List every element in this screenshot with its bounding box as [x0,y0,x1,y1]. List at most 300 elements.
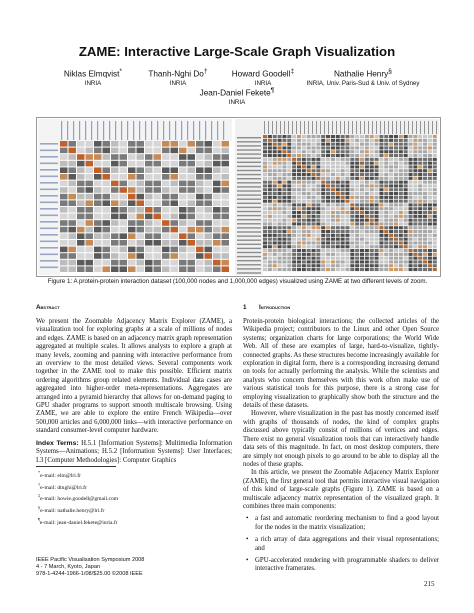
matrix-cell [312,264,316,267]
matrix-cell [326,162,330,165]
matrix-cell [404,173,408,176]
matrix-cell [370,192,374,195]
matrix-cell [370,264,374,267]
matrix-cell [404,139,408,142]
matrix-cell [321,222,325,225]
matrix-cell [213,253,221,259]
matrix-cell [282,146,286,149]
row-label [40,169,58,171]
matrix-cell [287,139,291,142]
matrix-cell [404,264,408,267]
matrix-cell [345,203,349,206]
matrix-cell [404,253,408,256]
matrix-cell [413,162,417,165]
matrix-cell [428,241,432,244]
matrix-cell [409,234,413,237]
matrix-cell [389,150,393,153]
matrix-cell [399,268,403,271]
matrix-cell [128,200,136,206]
matrix-cell [389,211,393,214]
matrix-cell [375,135,379,138]
matrix-cell [394,184,398,187]
intro-paragraph: Protein-protein biological interactions; the collected articles of the Wikipedia project; contributors to the Linux and other Open Source systems; organization charts for large corporations; the World Wide Web. All of these are examples of large, hard-to-visualize, tightly-connected graphs. As these structures become increasingly available for exploration in digital form, there is a corresponding increasing demand on tools for actually performing the analysis. While the scientists and analysts who concern themselves with this work often make use of various statistical tools for this purpose, there is a strong case for employing visualization to graphically show both the structure and the details of these datasets. [243,318,439,410]
matrix-cell [350,207,354,210]
matrix-cell [375,146,379,149]
matrix-cell [222,247,230,253]
matrix-cell [60,207,68,213]
matrix-cell [312,169,316,172]
matrix-cell [394,139,398,142]
matrix-cell [428,135,432,138]
matrix-cell [86,233,94,239]
matrix-cell [213,220,221,226]
matrix-cell [370,257,374,260]
matrix-cell [433,200,437,203]
matrix-cell [263,162,267,165]
matrix-cell [433,173,437,176]
matrix-cell [302,207,306,210]
matrix-cell [326,268,330,271]
matrix-cell [297,177,301,180]
matrix-cell [331,184,335,187]
column-label [292,121,293,134]
matrix-cell [375,226,379,229]
matrix-cell [365,169,369,172]
matrix-cell [375,162,379,165]
matrix-cell [268,230,272,233]
author-5 [187,86,287,107]
matrix-cell [282,162,286,165]
matrix-cell [312,249,316,252]
matrix-cell [360,158,364,161]
matrix-cell [360,181,364,184]
matrix-cell [287,196,291,199]
matrix-cell [365,203,369,206]
matrix-cell [345,200,349,203]
matrix-cell [428,238,432,241]
matrix-cell [282,135,286,138]
matrix-cell [331,181,335,184]
matrix-cell [268,264,272,267]
matrix-cell [413,143,417,146]
matrix-cell [154,187,162,193]
matrix-cell [278,184,282,187]
matrix-cell [389,203,393,206]
matrix-cell [316,268,320,271]
matrix-cell [302,203,306,206]
matrix-cell [399,222,403,225]
matrix-cell [379,158,383,161]
matrix-cell [379,150,383,153]
matrix-cell [336,169,340,172]
matrix-cell [137,174,145,180]
matrix-cell [350,146,354,149]
matrix-cell [128,154,136,160]
matrix-cell [384,203,388,206]
section-number: 1 [243,304,247,311]
matrix-cell [394,165,398,168]
matrix-cell [375,200,379,203]
matrix-cell [145,240,153,246]
matrix-cell [389,169,393,172]
matrix-cell [336,234,340,237]
matrix-cell [103,141,111,147]
matrix-cell [394,188,398,191]
matrix-cell [94,260,102,266]
matrix-cell [263,184,267,187]
matrix-cell [145,187,153,193]
matrix-cell [171,161,179,167]
matrix-cell [188,194,196,200]
matrix-cell [423,211,427,214]
matrix-cell [213,260,221,266]
matrix-cell [86,181,94,187]
matrix-cell [287,135,291,138]
matrix-cell [111,260,119,266]
column-label [312,121,313,134]
matrix-cell [171,220,179,226]
row-label [237,223,261,224]
matrix-cell [171,200,179,206]
matrix-cell [389,188,393,191]
matrix-cell [360,177,364,180]
matrix-cell [196,181,204,187]
matrix-cell [282,241,286,244]
matrix-cell [341,226,345,229]
matrix-cell [433,154,437,157]
matrix-cell [171,167,179,173]
matrix-cell [399,241,403,244]
matrix-cell [404,268,408,271]
matrix-cell [360,234,364,237]
matrix-cell [370,184,374,187]
matrix-cell [413,169,417,172]
matrix-cell [128,181,136,187]
matrix-cell [137,266,145,272]
matrix-cell [389,184,393,187]
matrix-cell [268,260,272,263]
matrix-cell [326,143,330,146]
matrix-cell [273,146,277,149]
matrix-cell [394,169,398,172]
matrix-cell [399,211,403,214]
matrix-cell [428,211,432,214]
matrix-cell [350,188,354,191]
matrix-cell [370,203,374,206]
matrix-cell [278,173,282,176]
matrix-cell [418,162,422,165]
matrix-cell [389,177,393,180]
author-affiliation: INRIA [169,79,187,87]
matrix-cell [399,253,403,256]
matrix-cell [379,207,383,210]
matrix-cell [331,165,335,168]
matrix-cell [316,139,320,142]
matrix-cell [389,158,393,161]
matrix-cell [360,192,364,195]
matrix-cell [302,146,306,149]
matrix-cell [94,214,102,220]
matrix-cell [282,253,286,256]
matrix-cell [365,257,369,260]
matrix-cell [428,245,432,248]
matrix-cell [196,194,204,200]
matrix-cell [336,184,340,187]
matrix-cell [321,234,325,237]
matrix-cell [384,207,388,210]
row-label [237,260,261,261]
matrix-cell [111,167,119,173]
matrix-cell [302,162,306,165]
matrix-cell [287,173,291,176]
matrix-cell [350,253,354,256]
matrix-cell [428,154,432,157]
matrix-cell [316,211,320,214]
matrix-cell [370,211,374,214]
matrix-cell [196,253,204,259]
matrix-cell [336,139,340,142]
matrix-cell [350,135,354,138]
matrix-cell [345,207,349,210]
matrix-cell [312,200,316,203]
matrix-cell [370,260,374,263]
matrix-cell [341,249,345,252]
footnote: ‡e-mail: howie.goodell@gmail.com [38,493,119,503]
matrix-cell [321,219,325,222]
matrix-cell [433,169,437,172]
matrix-cell [154,167,162,173]
matrix-cell [355,226,359,229]
matrix-cell [94,200,102,206]
matrix-cell [145,253,153,259]
matrix-cell [316,143,320,146]
matrix-cell [69,260,77,266]
matrix-cell [307,226,311,229]
matrix-cell [128,207,136,213]
matrix-cell [137,207,145,213]
matrix-cell [278,268,282,271]
matrix-cell [433,158,437,161]
matrix-cell [307,150,311,153]
matrix-cell [370,135,374,138]
matrix-cell [86,167,94,173]
row-label [237,248,261,249]
matrix-cell [423,249,427,252]
matrix-cell [263,241,267,244]
matrix-cell [418,230,422,233]
matrix-cell [196,233,204,239]
column-label [364,121,365,134]
column-label [91,121,92,140]
matrix-cell [292,230,296,233]
column-label [181,121,182,140]
matrix-cell [375,184,379,187]
matrix-cell [413,241,417,244]
matrix-cell [205,200,213,206]
matrix-cell [188,260,196,266]
author-affiliation: INRIA [84,79,102,87]
matrix-cell [384,264,388,267]
matrix-cell [379,154,383,157]
matrix-cell [399,139,403,142]
matrix-cell [375,245,379,248]
matrix-cell [355,158,359,161]
author-2 [133,67,223,88]
matrix-cell [263,200,267,203]
matrix-cell [307,158,311,161]
matrix-cell [350,238,354,241]
abstract-heading-text: Abstract [36,304,60,311]
matrix-cell [154,161,162,167]
row-label [40,156,58,158]
matrix-cell [69,174,77,180]
matrix-cell [355,260,359,263]
matrix-cell [205,167,213,173]
conference-isbn: 978-1-4244-1966-1/08/$25.00 ©2008 IEEE [36,571,143,577]
matrix-cell [307,181,311,184]
matrix-cell [413,260,417,263]
index-terms-text: H.5.1 [Information Systems]: Multimedia Information Systems—Animations; H.5.2 [Information Systems]: User Interfaces; I.3 [Computer Methodologies]: Computer Graphics [36,439,233,464]
matrix-cell [307,219,311,222]
matrix-cell [433,253,437,256]
matrix-cell [188,187,196,193]
matrix-cell [360,135,364,138]
matrix-cell [60,220,68,226]
matrix-cell [394,203,398,206]
matrix-cell [188,233,196,239]
matrix-cell [273,219,277,222]
matrix-cell [418,268,422,271]
matrix-cell [409,249,413,252]
column-label [145,121,146,140]
matrix-cell [389,245,393,248]
matrix-cell [345,150,349,153]
column-label [127,121,128,140]
matrix-cell [423,196,427,199]
matrix-cell [423,245,427,248]
matrix-cell [350,200,354,203]
matrix-cell [316,188,320,191]
matrix-cell [307,188,311,191]
matrix-cell [273,238,277,241]
matrix-cell [222,227,230,233]
matrix-cell [302,211,306,214]
matrix-cell [409,165,413,168]
matrix-cell [413,196,417,199]
matrix-cell [326,222,330,225]
matrix-cell [263,158,267,161]
matrix-cell [316,173,320,176]
matrix-cell [268,226,272,229]
matrix-cell [302,268,306,271]
matrix-cell [399,234,403,237]
matrix-cell [433,150,437,153]
matrix-cell [321,173,325,176]
matrix-cell [321,139,325,142]
matrix-cell [360,162,364,165]
matrix-cell [360,173,364,176]
matrix-cell [418,135,422,138]
matrix-cell [297,268,301,271]
matrix-cell [355,238,359,241]
matrix-cell [404,215,408,218]
matrix-cell [179,227,187,233]
matrix-cell [179,161,187,167]
matrix-cell [418,154,422,157]
matrix-cell [287,188,291,191]
matrix-cell [399,165,403,168]
matrix-cell [379,226,383,229]
matrix-cell [273,154,277,157]
column-label [272,121,273,134]
matrix-cell [345,181,349,184]
matrix-cell [370,143,374,146]
matrix-cell [355,268,359,271]
matrix-cell [418,196,422,199]
matrix-cell [384,234,388,237]
matrix-cell [268,165,272,168]
matrix-cell [128,167,136,173]
matrix-cell [263,215,267,218]
matrix-cell [316,238,320,241]
matrix-cell [345,230,349,233]
matrix-cell [128,194,136,200]
matrix-cell [137,227,145,233]
row-label-band [235,135,263,275]
matrix-cell [282,154,286,157]
matrix-cell [409,150,413,153]
matrix-cell [307,162,311,165]
matrix-cell [409,188,413,191]
matrix-cell [205,161,213,167]
matrix-cell [413,207,417,210]
matrix-cell [375,241,379,244]
matrix-cell [345,264,349,267]
matrix-cell [312,257,316,260]
matrix-cell [86,253,94,259]
matrix-cell [433,184,437,187]
matrix-cell [282,215,286,218]
matrix-cell [103,227,111,233]
matrix-cell [179,154,187,160]
matrix-cell [423,158,427,161]
matrix-cell [365,150,369,153]
matrix-cell [341,196,345,199]
matrix-cell [355,257,359,260]
column-label [199,121,200,140]
matrix-cell [404,158,408,161]
section-title: Introduction [259,304,291,311]
matrix-cell [162,200,170,206]
matrix-cell [103,266,111,272]
matrix-cell [336,249,340,252]
matrix-cell [336,173,340,176]
matrix-cell [307,143,311,146]
matrix-cell [394,211,398,214]
matrix-cell [316,169,320,172]
matrix-cell [433,196,437,199]
matrix-cell [292,260,296,263]
matrix-cell [336,241,340,244]
matrix-cell [341,150,345,153]
matrix-cell [316,154,320,157]
matrix-cell [162,181,170,187]
matrix-cell [263,260,267,263]
matrix-cell [350,169,354,172]
matrix-cell [145,227,153,233]
matrix-cell [120,194,128,200]
matrix-cell [268,192,272,195]
